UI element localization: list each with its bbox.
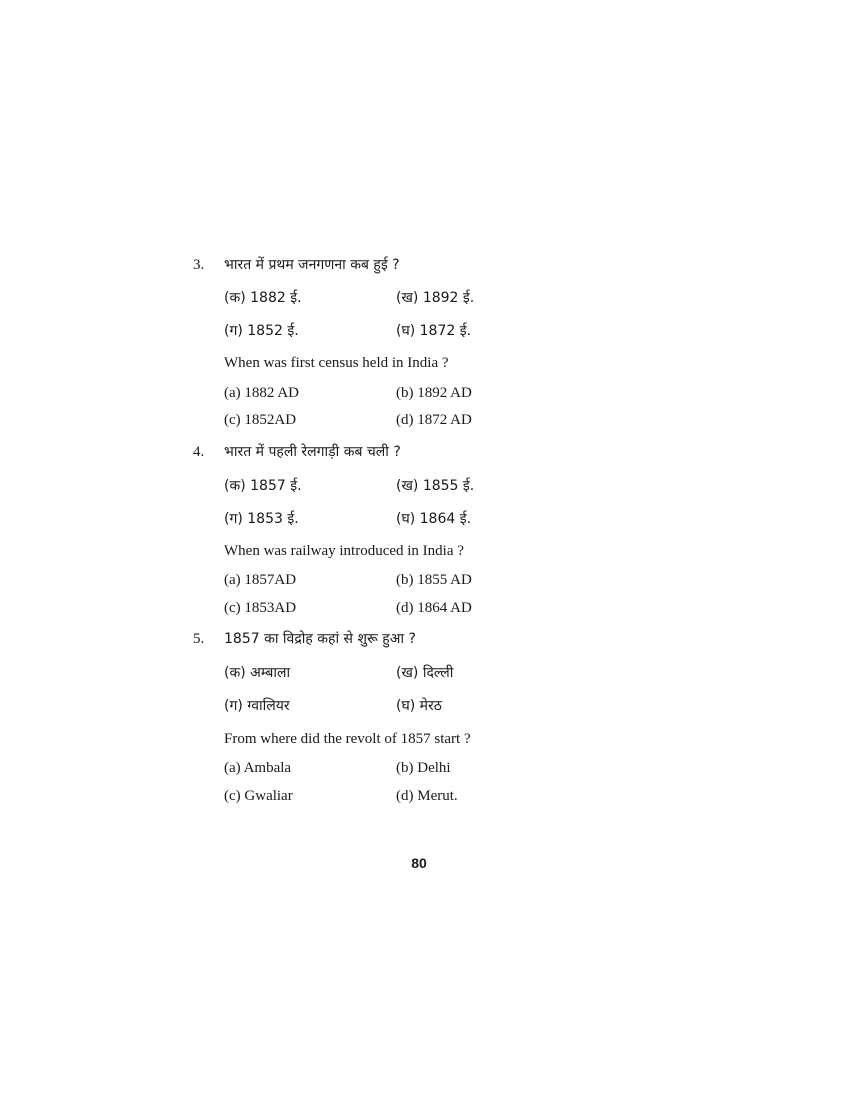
hindi-option-ga: (ग) 1852 ई. bbox=[224, 323, 299, 339]
page-number: 80 bbox=[411, 855, 427, 871]
question-number: 5. bbox=[193, 631, 205, 647]
english-option-b: (b) 1855 AD bbox=[396, 572, 472, 588]
hindi-option-ka: (क) 1857 ई. bbox=[224, 478, 302, 494]
hindi-question: भारत में प्रथम जनगणना कब हुई ? bbox=[224, 257, 400, 273]
english-option-a: (a) 1857AD bbox=[224, 572, 297, 588]
english-question: When was first census held in India ? bbox=[224, 355, 449, 371]
english-option-d: (d) 1864 AD bbox=[396, 600, 472, 616]
english-option-d: (d) Merut. bbox=[396, 788, 458, 804]
english-option-b: (b) 1892 AD bbox=[396, 385, 472, 401]
hindi-question: 1857 का विद्रोह कहां से शुरू हुआ ? bbox=[224, 631, 416, 647]
english-question: When was railway introduced in India ? bbox=[224, 543, 464, 559]
hindi-option-gha: (घ) मेरठ bbox=[396, 698, 442, 714]
english-option-b: (b) Delhi bbox=[396, 760, 451, 776]
hindi-option-ka: (क) अम्बाला bbox=[224, 665, 291, 681]
hindi-option-gha: (घ) 1864 ई. bbox=[396, 511, 472, 527]
hindi-option-kha: (ख) 1892 ई. bbox=[396, 290, 475, 306]
english-option-c: (c) Gwaliar bbox=[224, 788, 293, 804]
hindi-option-kha: (ख) दिल्ली bbox=[396, 665, 454, 681]
english-option-a: (a) Ambala bbox=[224, 760, 292, 776]
hindi-option-gha: (घ) 1872 ई. bbox=[396, 323, 472, 339]
hindi-question: भारत में पहली रेलगाड़ी कब चली ? bbox=[224, 444, 401, 460]
english-option-c: (c) 1852AD bbox=[224, 412, 297, 428]
question-number: 4. bbox=[193, 444, 205, 460]
hindi-option-ka: (क) 1882 ई. bbox=[224, 290, 302, 306]
hindi-option-kha: (ख) 1855 ई. bbox=[396, 478, 475, 494]
question-number: 3. bbox=[193, 257, 205, 273]
english-option-c: (c) 1853AD bbox=[224, 600, 297, 616]
hindi-option-ga: (ग) 1853 ई. bbox=[224, 511, 299, 527]
english-option-d: (d) 1872 AD bbox=[396, 412, 472, 428]
english-question: From where did the revolt of 1857 start ? bbox=[224, 731, 471, 747]
hindi-option-ga: (ग) ग्वालियर bbox=[224, 698, 290, 714]
english-option-a: (a) 1882 AD bbox=[224, 385, 299, 401]
